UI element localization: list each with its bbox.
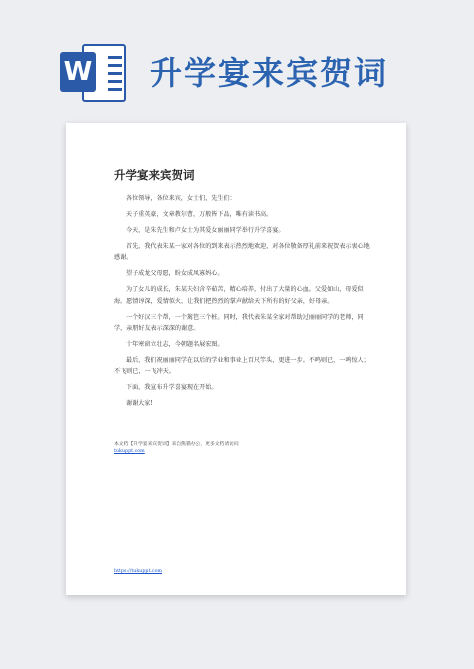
paragraph: 十年寒窗立壮志，今朝题名展宏图。: [126, 340, 224, 348]
logo-letter: W: [60, 52, 96, 92]
paragraph: 为了女儿的成长，朱某夫妇含辛茹苦，精心培养，付出了大量的心血。父爱如山，母爱似海。愿情谆深，爱情似火，让我们把热烈的掌声献给天下所有的好父亲，好母亲。: [114, 286, 364, 305]
document-page: [66, 123, 406, 595]
source-note: [114, 441, 372, 455]
footer-link[interactable]: https://tukuppt.com: [114, 569, 163, 574]
word-document-icon: [60, 40, 128, 106]
paragraph: 望子成龙父母愿，盼女成凤寡妈心。: [126, 270, 224, 278]
source-note-text: 本文档【升学宴来宾贺词】来自熊猫办公，更多文档请访问: [114, 442, 239, 447]
paragraph: 最后，我们祝丽丽同学在以后的学业和事业上百尺竿头，更进一步。不鸣则已，一鸣惊人；不飞则已，一飞冲天。: [114, 356, 370, 376]
document-title: 升学宴来宾贺词: [114, 168, 195, 182]
document-body: [114, 193, 372, 414]
header-title: 升学宴来宾贺词: [150, 54, 389, 92]
paragraph: 下面，我宣布升学喜宴现在开始。: [126, 384, 218, 392]
source-link[interactable]: tukuppt.com: [114, 449, 145, 454]
paragraph: 首先，我代表朱某一家对各位的到来表示热烈地欢迎，对各位敬备厚礼前来祝贺表示衷心地感谢。: [114, 242, 370, 262]
paragraph: 天子重英豪，文章教尔曹，万般皆下品，唯有读书高。: [126, 210, 273, 218]
header: [0, 0, 474, 120]
paragraph: 一个好汉三个帮，一个篱笆三个桩。同时，我代表朱某全家对帮助过丽丽同学的老师，同学，亲朋好友表示深深的谢意。: [114, 313, 364, 332]
paragraph: 今天，是朱先生和卢女士为其爱女丽丽同学举行升学喜宴。: [126, 226, 285, 234]
paragraph: 各位领导，各位来宾，女士们，先生们：: [126, 195, 236, 202]
paragraph: 谢谢大家!: [126, 400, 153, 408]
